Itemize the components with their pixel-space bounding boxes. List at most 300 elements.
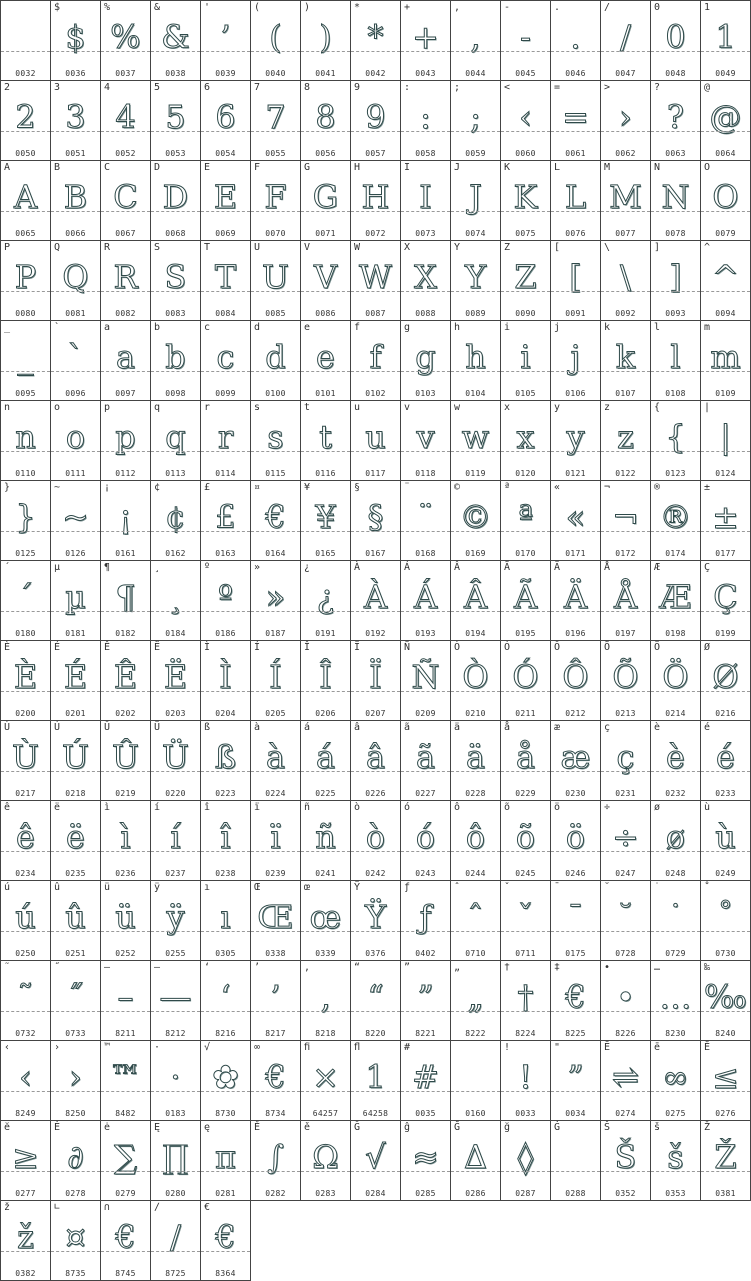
glyph-cell[interactable] [501, 321, 551, 401]
glyph-cell[interactable] [401, 161, 451, 241]
glyph-cell[interactable] [151, 321, 201, 401]
glyph-cell[interactable] [251, 401, 301, 481]
glyph-label: R [104, 242, 111, 253]
glyph-cell[interactable] [51, 961, 101, 1041]
glyph-cell[interactable] [201, 801, 251, 881]
glyph-cell[interactable] [351, 721, 401, 801]
glyph-cell[interactable] [301, 481, 351, 561]
glyph-cell[interactable] [451, 721, 501, 801]
glyph-cell[interactable] [601, 881, 651, 961]
glyph-cell[interactable] [301, 401, 351, 481]
glyph-cell[interactable] [351, 401, 401, 481]
glyph-cell[interactable] [651, 241, 701, 321]
glyph-cell[interactable] [251, 161, 301, 241]
glyph-cell[interactable] [451, 241, 501, 321]
glyph-cell[interactable] [1, 1201, 51, 1281]
glyph-label: ¥ [304, 482, 311, 493]
glyph-label: † [504, 962, 511, 973]
glyph-cell[interactable] [651, 641, 701, 721]
glyph-cell[interactable] [301, 881, 351, 961]
glyph-cell[interactable] [201, 161, 251, 241]
glyph-cell[interactable] [301, 1041, 351, 1121]
glyph-cell[interactable] [151, 881, 201, 961]
glyph-cell[interactable] [651, 161, 701, 241]
glyph-cell[interactable] [151, 241, 201, 321]
glyph-code: 0196 [565, 629, 586, 638]
glyph-cell[interactable] [501, 161, 551, 241]
glyph-cell[interactable] [601, 241, 651, 321]
glyph-cell[interactable] [51, 721, 101, 801]
glyph-cell[interactable] [101, 881, 151, 961]
glyph-cell[interactable] [551, 561, 601, 641]
glyph-cell[interactable] [201, 1121, 251, 1201]
glyph-cell[interactable] [501, 881, 551, 961]
glyph-cell[interactable] [701, 721, 751, 801]
glyph-label: C [104, 162, 111, 173]
glyph-cell[interactable] [201, 321, 251, 401]
glyph-code: 8226 [615, 1029, 636, 1038]
glyph-cell[interactable] [151, 961, 201, 1041]
glyph-preview: T [214, 258, 237, 296]
glyph-code: 0175 [565, 949, 586, 958]
glyph-cell[interactable] [101, 321, 151, 401]
glyph-cell[interactable] [1, 401, 51, 481]
glyph-cell[interactable] [701, 1041, 751, 1121]
glyph-code: 0042 [365, 69, 386, 78]
glyph-cell[interactable] [351, 161, 401, 241]
glyph-cell[interactable] [201, 881, 251, 961]
glyph-code: 0187 [265, 629, 286, 638]
glyph-cell[interactable] [1, 81, 51, 161]
glyph-cell[interactable] [301, 801, 351, 881]
glyph-cell[interactable] [201, 481, 251, 561]
glyph-cell[interactable] [651, 1, 701, 81]
glyph-cell[interactable] [451, 1, 501, 81]
glyph-cell[interactable] [701, 241, 751, 321]
glyph-cell[interactable] [201, 81, 251, 161]
glyph-preview: ë [66, 818, 85, 856]
glyph-cell[interactable] [401, 481, 451, 561]
glyph-cell[interactable] [701, 1, 751, 81]
glyph-cell[interactable] [551, 1041, 601, 1121]
glyph-cell[interactable] [301, 1, 351, 81]
glyph-cell[interactable] [401, 241, 451, 321]
glyph-cell[interactable] [551, 81, 601, 161]
glyph-cell[interactable] [1, 321, 51, 401]
glyph-cell[interactable] [201, 641, 251, 721]
glyph-cell[interactable] [301, 561, 351, 641]
glyph-cell[interactable] [351, 961, 401, 1041]
glyph-cell[interactable] [151, 1121, 201, 1201]
glyph-cell[interactable] [51, 1121, 101, 1201]
glyph-cell[interactable] [701, 321, 751, 401]
glyph-cell[interactable] [101, 481, 151, 561]
glyph-cell[interactable] [601, 801, 651, 881]
glyph-cell[interactable] [251, 81, 301, 161]
glyph-cell[interactable] [101, 401, 151, 481]
glyph-cell[interactable] [651, 881, 701, 961]
glyph-cell[interactable] [601, 1041, 651, 1121]
glyph-cell[interactable] [251, 561, 301, 641]
glyph-cell[interactable] [251, 881, 301, 961]
glyph-cell[interactable] [601, 81, 651, 161]
glyph-preview: ï [270, 818, 281, 856]
glyph-cell[interactable] [351, 561, 401, 641]
glyph-cell[interactable] [651, 1041, 701, 1121]
glyph-cell[interactable] [51, 561, 101, 641]
glyph-cell[interactable] [301, 721, 351, 801]
glyph-label: ∞ [254, 1042, 261, 1053]
glyph-cell[interactable] [101, 1121, 151, 1201]
glyph-cell[interactable] [651, 721, 701, 801]
glyph-cell[interactable] [401, 321, 451, 401]
glyph-preview: = [562, 98, 589, 136]
glyph-cell[interactable] [251, 241, 301, 321]
glyph-cell[interactable] [401, 801, 451, 881]
glyph-label: ‚ [304, 962, 311, 973]
glyph-cell[interactable] [251, 1, 301, 81]
glyph-cell[interactable] [501, 81, 551, 161]
glyph-preview: V [313, 258, 338, 296]
glyph-cell[interactable] [151, 161, 201, 241]
glyph-cell[interactable] [1, 881, 51, 961]
glyph-cell[interactable] [351, 241, 401, 321]
glyph-cell[interactable] [351, 481, 401, 561]
glyph-cell[interactable] [51, 161, 101, 241]
glyph-preview: Å [613, 578, 638, 616]
glyph-cell[interactable] [551, 481, 601, 561]
glyph-cell[interactable] [401, 1, 451, 81]
glyph-cell[interactable] [51, 481, 101, 561]
glyph-cell[interactable] [1, 801, 51, 881]
glyph-code: 0252 [115, 949, 136, 958]
glyph-cell[interactable] [501, 1041, 551, 1121]
glyph-cell[interactable] [451, 641, 501, 721]
glyph-cell[interactable] [201, 721, 251, 801]
glyph-cell[interactable] [451, 561, 501, 641]
glyph-cell[interactable] [401, 1121, 451, 1201]
glyph-cell[interactable] [351, 1041, 401, 1121]
glyph-cell[interactable] [501, 641, 551, 721]
glyph-cell[interactable] [1, 641, 51, 721]
glyph-cell[interactable] [401, 401, 451, 481]
glyph-preview: µ [65, 578, 86, 616]
glyph-cell[interactable] [201, 1, 251, 81]
glyph-cell[interactable] [101, 1201, 151, 1281]
glyph-preview: ⇌ [612, 1058, 639, 1096]
glyph-cell[interactable] [1, 1041, 51, 1121]
glyph-preview: ø [665, 818, 686, 856]
glyph-cell[interactable] [451, 161, 501, 241]
glyph-cell[interactable] [401, 561, 451, 641]
glyph-cell[interactable] [51, 641, 101, 721]
glyph-preview: k [615, 338, 636, 376]
glyph-cell[interactable] [501, 561, 551, 641]
glyph-cell[interactable] [51, 1041, 101, 1121]
glyph-cell[interactable] [701, 641, 751, 721]
glyph-cell[interactable] [251, 1041, 301, 1121]
glyph-cell[interactable] [151, 81, 201, 161]
glyph-cell[interactable] [351, 81, 401, 161]
glyph-label: n [4, 402, 11, 413]
glyph-cell[interactable] [151, 1, 201, 81]
glyph-preview: Î [319, 658, 332, 696]
glyph-cell[interactable] [51, 321, 101, 401]
glyph-cell[interactable] [101, 561, 151, 641]
glyph-cell[interactable] [201, 961, 251, 1041]
glyph-preview: ˘ [617, 898, 634, 936]
glyph-cell[interactable] [551, 1, 601, 81]
glyph-cell[interactable] [651, 81, 701, 161]
glyph-cell[interactable] [701, 561, 751, 641]
glyph-cell[interactable] [301, 1121, 351, 1201]
glyph-cell[interactable] [501, 801, 551, 881]
glyph-cell[interactable] [1, 1121, 51, 1201]
glyph-preview: õ [515, 818, 536, 856]
glyph-cell[interactable] [601, 1121, 651, 1201]
glyph-code: 0171 [565, 549, 586, 558]
glyph-cell[interactable] [701, 161, 751, 241]
glyph-cell[interactable] [1, 721, 51, 801]
glyph-code: 0047 [615, 69, 636, 78]
glyph-cell[interactable] [651, 561, 701, 641]
glyph-preview: Õ [612, 658, 639, 696]
glyph-cell[interactable] [451, 881, 501, 961]
glyph-cell[interactable] [701, 481, 751, 561]
glyph-cell[interactable] [451, 81, 501, 161]
glyph-cell[interactable] [51, 241, 101, 321]
glyph-cell[interactable] [501, 961, 551, 1041]
glyph-cell[interactable] [251, 721, 301, 801]
glyph-cell[interactable] [401, 961, 451, 1041]
glyph-cell[interactable] [101, 641, 151, 721]
glyph-cell[interactable] [351, 1, 401, 81]
glyph-cell[interactable] [251, 321, 301, 401]
glyph-code: 0115 [265, 469, 286, 478]
glyph-preview [1, 17, 50, 57]
glyph-cell[interactable] [701, 801, 751, 881]
glyph-cell[interactable] [101, 721, 151, 801]
glyph-cell[interactable] [51, 81, 101, 161]
glyph-cell[interactable] [601, 321, 651, 401]
glyph-label: w [454, 402, 461, 413]
glyph-cell[interactable] [151, 401, 201, 481]
glyph-cell[interactable] [601, 641, 651, 721]
glyph-cell[interactable] [301, 241, 351, 321]
glyph-label: u [354, 402, 361, 413]
glyph-cell[interactable] [1, 481, 51, 561]
glyph-cell[interactable] [1, 1, 51, 81]
glyph-cell[interactable] [401, 721, 451, 801]
glyph-cell[interactable] [401, 641, 451, 721]
glyph-cell[interactable] [551, 801, 601, 881]
glyph-cell[interactable] [651, 401, 701, 481]
glyph-cell[interactable] [451, 401, 501, 481]
glyph-cell[interactable] [551, 961, 601, 1041]
glyph-cell[interactable] [601, 1, 651, 81]
glyph-cell[interactable] [701, 1121, 751, 1201]
glyph-cell[interactable] [501, 401, 551, 481]
glyph-cell[interactable] [201, 561, 251, 641]
glyph-cell[interactable] [101, 961, 151, 1041]
glyph-preview: ◊ [517, 1138, 534, 1176]
glyph-label: º [204, 562, 211, 573]
glyph-cell[interactable] [451, 1041, 501, 1121]
glyph-label: Ė [54, 1122, 61, 1133]
glyph-cell[interactable] [651, 801, 701, 881]
glyph-cell[interactable] [451, 1121, 501, 1201]
glyph-cell[interactable] [501, 241, 551, 321]
glyph-cell[interactable] [501, 1, 551, 81]
glyph-code: 0733 [65, 1029, 86, 1038]
glyph-cell[interactable] [101, 1041, 151, 1121]
glyph-cell[interactable] [501, 481, 551, 561]
glyph-label: Ü [154, 722, 161, 733]
glyph-label: < [504, 82, 511, 93]
glyph-code: 0210 [465, 709, 486, 718]
glyph-label: — [154, 962, 161, 973]
glyph-cell[interactable] [401, 1041, 451, 1121]
glyph-cell[interactable] [551, 1121, 601, 1201]
glyph-cell[interactable] [151, 1201, 201, 1281]
glyph-cell[interactable] [251, 481, 301, 561]
glyph-cell[interactable] [51, 1201, 101, 1281]
glyph-cell[interactable] [151, 801, 201, 881]
glyph-cell[interactable] [551, 881, 601, 961]
glyph-label: ∕ [154, 1202, 161, 1213]
glyph-cell[interactable] [651, 961, 701, 1041]
glyph-cell[interactable] [701, 961, 751, 1041]
glyph-cell[interactable] [651, 321, 701, 401]
glyph-code: 0219 [115, 789, 136, 798]
glyph-cell[interactable] [501, 1121, 551, 1201]
glyph-cell[interactable] [651, 1121, 701, 1201]
glyph-cell[interactable] [551, 321, 601, 401]
glyph-cell[interactable] [151, 721, 201, 801]
glyph-preview: Ç [713, 578, 738, 616]
glyph-label: Ĕ [704, 1042, 711, 1053]
glyph-cell[interactable] [151, 1041, 201, 1121]
glyph-cell[interactable] [201, 1041, 251, 1121]
glyph-cell[interactable] [451, 321, 501, 401]
glyph-cell[interactable] [601, 961, 651, 1041]
glyph-cell[interactable] [1, 241, 51, 321]
glyph-cell[interactable] [601, 721, 651, 801]
glyph-cell[interactable] [501, 721, 551, 801]
glyph-cell[interactable] [1, 161, 51, 241]
glyph-preview: œ [309, 898, 342, 936]
glyph-cell[interactable] [351, 881, 401, 961]
glyph-cell[interactable] [151, 561, 201, 641]
glyph-cell[interactable] [301, 161, 351, 241]
glyph-cell[interactable] [201, 401, 251, 481]
glyph-code: 0338 [265, 949, 286, 958]
glyph-cell[interactable] [551, 161, 601, 241]
glyph-preview: á [315, 738, 336, 776]
glyph-cell[interactable] [651, 481, 701, 561]
glyph-cell[interactable] [51, 401, 101, 481]
glyph-code: 0711 [515, 949, 536, 958]
glyph-cell[interactable] [401, 881, 451, 961]
glyph-cell[interactable] [701, 81, 751, 161]
glyph-label: ü [104, 882, 111, 893]
glyph-cell[interactable] [101, 161, 151, 241]
glyph-label: E [204, 162, 211, 173]
glyph-cell[interactable] [351, 641, 401, 721]
glyph-label: h [454, 322, 461, 333]
glyph-code: 0167 [365, 549, 386, 558]
glyph-label: ∟ [54, 1202, 61, 1213]
glyph-cell[interactable] [301, 641, 351, 721]
glyph-cell[interactable] [151, 641, 201, 721]
glyph-cell[interactable] [251, 641, 301, 721]
glyph-preview: É [63, 658, 88, 696]
glyph-cell[interactable] [701, 401, 751, 481]
glyph-code: 0045 [515, 69, 536, 78]
glyph-cell[interactable] [51, 801, 101, 881]
glyph-preview: ˚ [717, 898, 734, 936]
glyph-cell[interactable] [301, 321, 351, 401]
glyph-cell[interactable] [301, 961, 351, 1041]
glyph-cell[interactable] [51, 881, 101, 961]
glyph-cell[interactable] [101, 81, 151, 161]
glyph-cell[interactable] [451, 481, 501, 561]
glyph-cell[interactable] [551, 641, 601, 721]
glyph-cell[interactable] [351, 1121, 401, 1201]
glyph-cell[interactable] [601, 161, 651, 241]
glyph-cell[interactable] [451, 801, 501, 881]
glyph-code: 0106 [565, 389, 586, 398]
glyph-label: ˇ [504, 882, 511, 893]
glyph-cell[interactable] [101, 801, 151, 881]
glyph-cell[interactable] [551, 401, 601, 481]
glyph-cell[interactable] [701, 881, 751, 961]
glyph-cell[interactable] [1, 961, 51, 1041]
glyph-cell[interactable] [601, 561, 651, 641]
glyph-preview: ` [67, 338, 84, 376]
glyph-cell[interactable] [551, 721, 601, 801]
glyph-cell[interactable] [201, 1201, 251, 1281]
glyph-cell[interactable] [101, 241, 151, 321]
glyph-code: 0168 [415, 549, 436, 558]
glyph-label: = [554, 82, 561, 93]
glyph-cell[interactable] [1, 561, 51, 641]
glyph-cell[interactable] [151, 481, 201, 561]
glyph-cell[interactable] [451, 961, 501, 1041]
glyph-cell[interactable] [201, 241, 251, 321]
glyph-cell[interactable] [101, 1, 151, 81]
glyph-cell[interactable] [251, 1121, 301, 1201]
glyph-cell[interactable] [301, 81, 351, 161]
glyph-label: – [104, 962, 111, 973]
glyph-code: 0217 [15, 789, 36, 798]
glyph-label: Ē [604, 1042, 611, 1053]
glyph-cell[interactable] [601, 401, 651, 481]
glyph-label: F [254, 162, 261, 173]
glyph-cell[interactable] [251, 801, 301, 881]
glyph-cell[interactable] [251, 961, 301, 1041]
glyph-preview: _ [17, 338, 34, 376]
glyph-cell[interactable] [351, 321, 401, 401]
glyph-cell[interactable] [401, 81, 451, 161]
glyph-cell[interactable] [551, 241, 601, 321]
glyph-preview: ç [616, 738, 635, 776]
glyph-label: Ì [204, 642, 211, 653]
glyph-code: 0234 [15, 869, 36, 878]
glyph-cell[interactable] [351, 801, 401, 881]
glyph-cell[interactable] [51, 1, 101, 81]
glyph-cell[interactable] [601, 481, 651, 561]
